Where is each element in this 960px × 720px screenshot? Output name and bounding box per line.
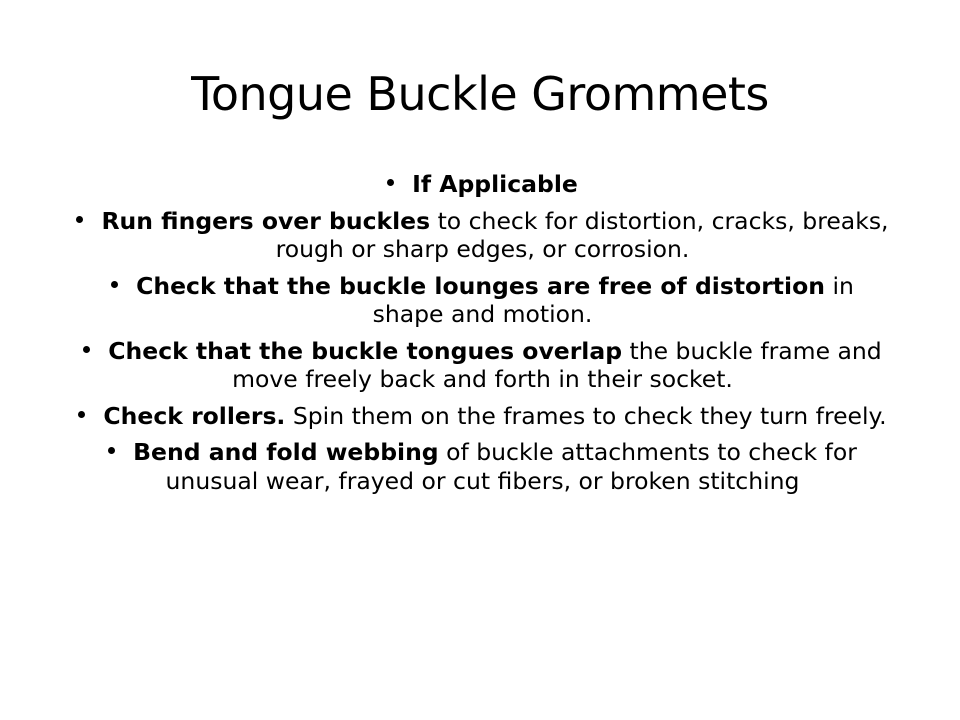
bullet-bold-text: Run fingers over buckles <box>101 206 431 235</box>
bullet-item <box>60 170 905 199</box>
bullet-text: Spin them on the frames to check they turn freely. <box>285 401 887 430</box>
bullet-dot-icon <box>78 411 85 418</box>
bullet-text: in shape and motion. <box>372 271 854 328</box>
bullet-bold-text: Check that the buckle lounges are free of distortion <box>136 271 825 300</box>
bullet-item <box>60 207 905 264</box>
bullet-item <box>60 337 905 394</box>
bullet-text: to check for distortion, cracks, breaks, rough or sharp edges, or corrosion. <box>275 206 889 263</box>
bullet-text: of buckle attachments to check for unusual wear, frayed or cut fibers, or broken stitching <box>165 438 857 495</box>
bullet-bold-text: Bend and fold webbing <box>133 438 439 466</box>
bullet-dot-icon <box>76 216 83 223</box>
bullet-item <box>60 438 905 495</box>
bullet-text: the buckle frame and move freely back and forth in their socket. <box>232 336 882 393</box>
bullet-dot-icon <box>108 447 115 454</box>
slide-title: Tongue Buckle Grommets <box>191 67 769 121</box>
bullet-item <box>60 402 905 431</box>
bullet-bold-text: Check that the buckle tongues overlap <box>108 336 623 365</box>
bullet-item <box>60 272 905 329</box>
bullet-dot-icon <box>83 346 90 353</box>
bullet-bold-text: Check rollers. <box>103 401 286 430</box>
bullet-list <box>60 170 905 495</box>
bullet-dot-icon <box>387 179 394 186</box>
bullet-dot-icon <box>111 281 118 288</box>
bullet-bold-text: If Applicable <box>412 170 578 198</box>
